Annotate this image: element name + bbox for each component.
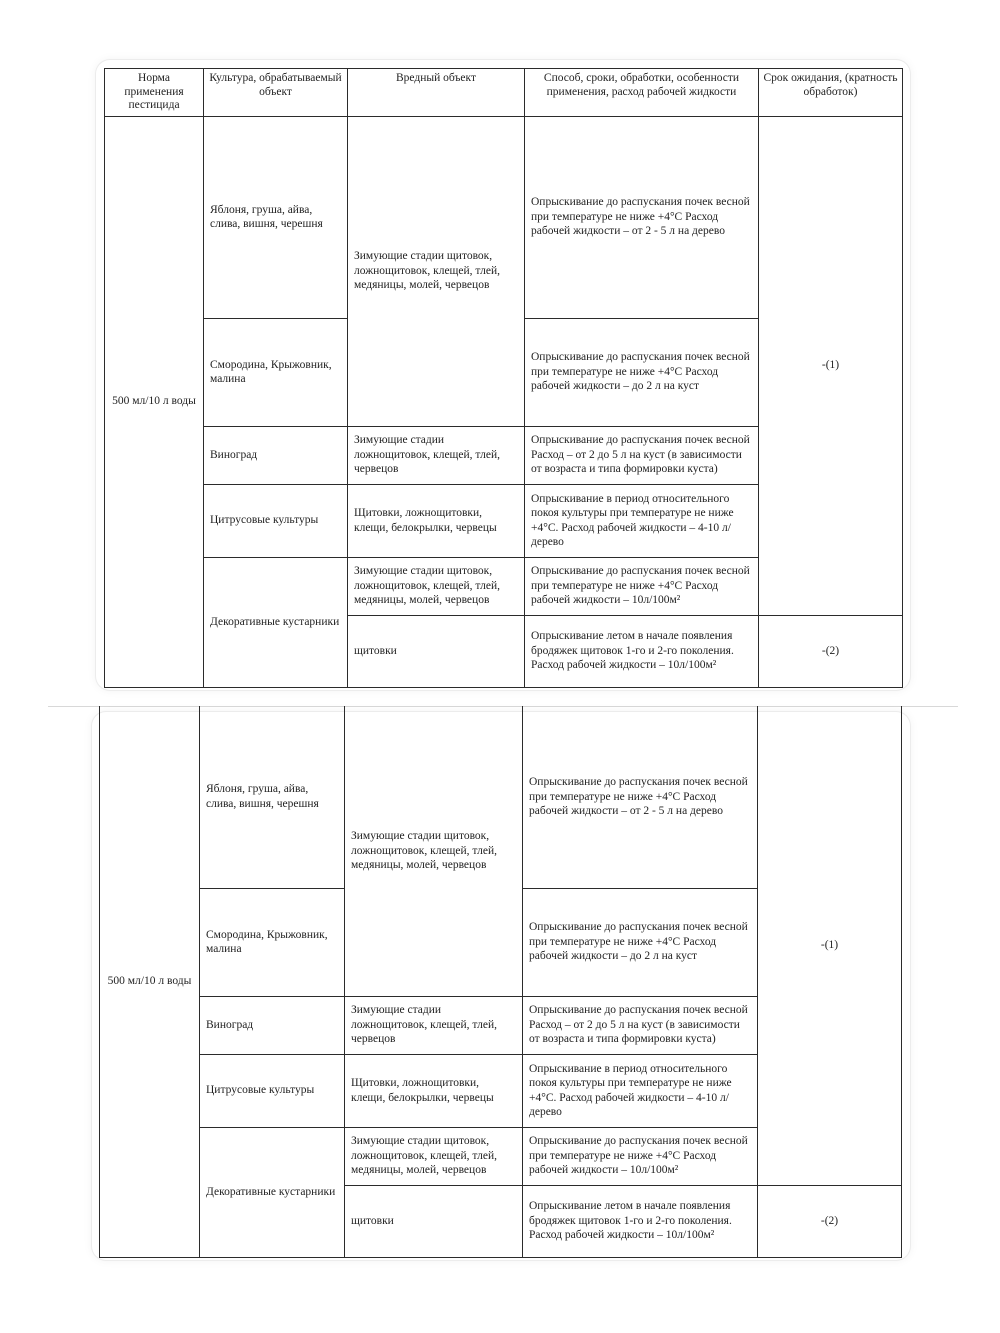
table-row	[105, 116, 903, 318]
method-cell: Опрыскивание до распускания почек весной при температуре не ниже +4°С Расход рабочей жидкости – 10л/100м²	[523, 1127, 758, 1185]
method-cell: Опрыскивание до распускания почек весной при температуре не ниже +4°С Расход рабочей жидкости – 10л/100м²	[525, 557, 759, 615]
method-cell: Опрыскивание летом в начале появления бродяжек щитовок 1-го и 2-го поколения. Расход рабочей жидкости – 10л/100м²	[523, 1185, 758, 1257]
culture-decor: Декоративные кустарники	[204, 557, 348, 687]
pest-cell: Зимующие стадии щитовок, ложнощитовок, клещей, тлей, медяницы, молей, червецов	[345, 706, 523, 996]
pest-cell: Щитовки, ложнощитовки, клещи, белокрылки, червецы	[348, 484, 525, 557]
culture-grape: Виноград	[204, 426, 348, 484]
method-cell: Опрыскивание до распускания почек весной Расход – от 2 до 5 л на куст (в зависимости от возраста и типа формировки куста)	[525, 426, 759, 484]
culture-apple: Яблоня, груша, айва, слива, вишня, черешня	[204, 116, 348, 318]
method-cell: Опрыскивание в период относительного покоя культуры при температуре не ниже +4°С. Расход рабочей жидкости – 4-10 л/дерево	[523, 1054, 758, 1127]
header-row	[105, 69, 903, 117]
pest-cell: щитовки	[348, 615, 525, 687]
culture-decor: Декоративные кустарники	[200, 1127, 345, 1257]
method-cell: Опрыскивание до распускания почек весной Расход – от 2 до 5 л на куст (в зависимости от возраста и типа формировки куста)	[523, 996, 758, 1054]
pesticide-table-upper	[104, 68, 903, 688]
method-cell: Опрыскивание в период относительного покоя культуры при температуре не ниже +4°С. Расход рабочей жидкости – 4-10 л/дерево	[525, 484, 759, 557]
waiting-cell: -(1)	[758, 706, 902, 1185]
pest-cell: Зимующие стадии щитовок, ложнощитовок, клещей, тлей, медяницы, молей, червецов	[348, 557, 525, 615]
pest-cell: Зимующие стадии ложнощитовок, клещей, тлей, червецов	[348, 426, 525, 484]
pest-cell: Зимующие стадии щитовок, ложнощитовок, клещей, тлей, медяницы, молей, червецов	[348, 116, 525, 426]
method-cell: Опрыскивание летом в начале появления бродяжек щитовок 1-го и 2-го поколения. Расход рабочей жидкости – 10л/100м²	[525, 615, 759, 687]
pest-cell: Зимующие стадии щитовок, ложнощитовок, клещей, тлей, медяницы, молей, червецов	[345, 1127, 523, 1185]
header-culture: Культура, обрабатываемый объект	[204, 69, 348, 117]
culture-grape: Виноград	[200, 996, 345, 1054]
culture-citrus: Цитрусовые культуры	[204, 484, 348, 557]
pest-cell: Зимующие стадии ложнощитовок, клещей, тлей, червецов	[345, 996, 523, 1054]
culture-citrus: Цитрусовые культуры	[200, 1054, 345, 1127]
table-row	[100, 706, 902, 888]
method-cell: Опрыскивание до распускания почек весной при температуре не ниже +4°С Расход рабочей жидкости – до 2 л на куст	[523, 888, 758, 996]
header-pest: Вредный объект	[348, 69, 525, 117]
culture-currant: Смородина, Крыжовник, малина	[204, 318, 348, 426]
culture-currant: Смородина, Крыжовник, малина	[200, 888, 345, 996]
header-waiting: Срок ожидания, (кратность обработок)	[759, 69, 903, 117]
method-cell: Опрыскивание до распускания почек весной при температуре не ниже +4°С Расход рабочей жидкости – от 2 - 5 л на дерево	[523, 706, 758, 888]
method-cell: Опрыскивание до распускания почек весной при температуре не ниже +4°С Расход рабочей жидкости – от 2 - 5 л на дерево	[525, 116, 759, 318]
pesticide-table-lower	[99, 706, 902, 1258]
waiting-cell: -(2)	[758, 1185, 902, 1257]
pest-cell: щитовки	[345, 1185, 523, 1257]
header-method: Способ, сроки, обработки, особенности применения, расход рабочей жидкости	[525, 69, 759, 117]
rate-cell: 500 мл/10 л воды	[105, 116, 204, 687]
culture-apple: Яблоня, груша, айва, слива, вишня, черешня	[200, 706, 345, 888]
pest-cell: Щитовки, ложнощитовки, клещи, белокрылки, червецы	[345, 1054, 523, 1127]
header-rate: Норма применения пестицида	[105, 69, 204, 117]
rate-cell: 500 мл/10 л воды	[100, 706, 200, 1257]
waiting-cell: -(1)	[759, 116, 903, 615]
waiting-cell: -(2)	[759, 615, 903, 687]
method-cell: Опрыскивание до распускания почек весной при температуре не ниже +4°С Расход рабочей жидкости – до 2 л на куст	[525, 318, 759, 426]
